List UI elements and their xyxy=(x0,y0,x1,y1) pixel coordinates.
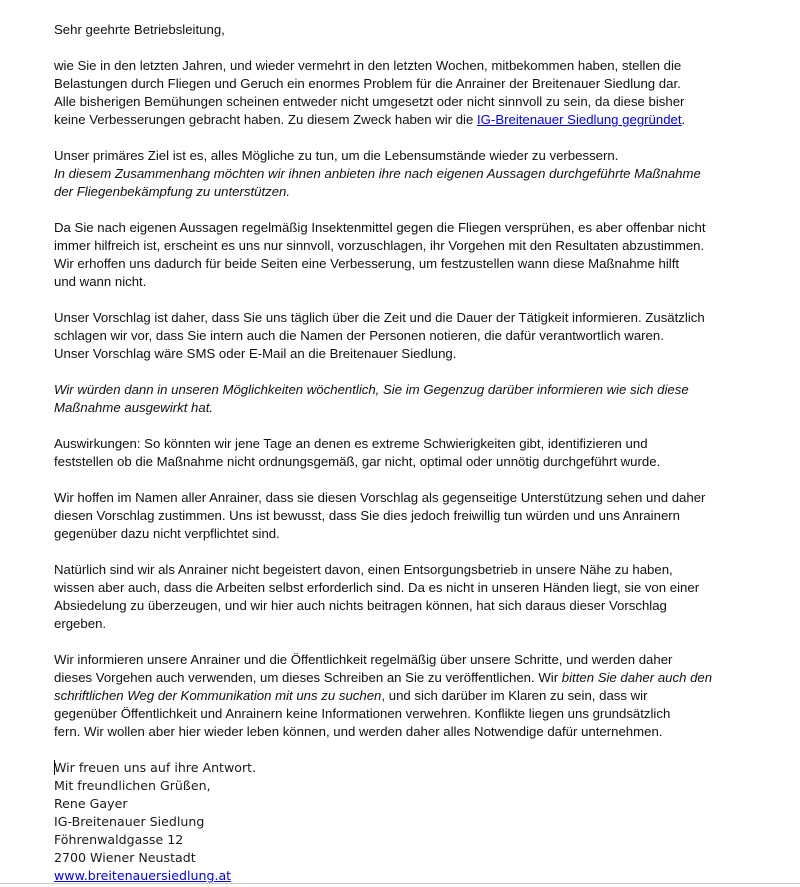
blank-line xyxy=(54,363,754,381)
signature-block xyxy=(54,759,754,885)
paragraph-line xyxy=(54,687,754,705)
paragraph-line: gegenüber dazu nicht verpflichtet sind. xyxy=(54,526,280,541)
paragraph-goal xyxy=(54,147,754,201)
paragraph-line: Auswirkungen: So könnten wir jene Tage an denen es extreme Schwierigkeiten gibt, identifizieren und xyxy=(54,436,648,451)
paragraph-line-italic: In diesem Zusammenhang möchten wir ihnen anbieten ihre nach eigenen Aussagen durchgeführte Maßnahme xyxy=(54,166,701,181)
letter-body xyxy=(54,21,754,885)
paragraph-public-info xyxy=(54,651,754,741)
paragraph-insecticide xyxy=(54,219,754,291)
closing-text: Wir freuen uns auf ihre Antwort. xyxy=(54,760,257,775)
greeting-line: Mit freundlichen Grüßen, xyxy=(54,778,211,793)
sender-organization: IG-Breitenauer Siedlung xyxy=(54,814,205,829)
blank-line xyxy=(54,633,754,651)
paragraph-line: Natürlich sind wir als Anrainer nicht begeistert davon, einen Entsorgungsbetrieb in unsere Nähe zu haben, xyxy=(54,562,673,577)
paragraph-line: Wir erhoffen uns dadurch für beide Seiten eine Verbesserung, um festzustellen wann diese Maßnahme hilft xyxy=(54,256,680,271)
paragraph-line: gegenüber Öffentlichkeit und Anrainern keine Informationen verwehren. Konflikte liegen uns grundsätzlich xyxy=(54,706,671,721)
blank-line xyxy=(54,201,754,219)
closing-line xyxy=(54,759,754,777)
paragraph-line xyxy=(54,111,754,129)
paragraph-line: und wann nicht. xyxy=(54,274,147,289)
paragraph-hope xyxy=(54,489,754,543)
blank-line xyxy=(54,417,754,435)
paragraph-line-italic: Maßnahme ausgewirkt hat. xyxy=(54,400,214,415)
text-segment: keine Verbesserungen gebracht haben. Zu diesem Zweck haben wir die xyxy=(54,112,477,127)
paragraph-proposal xyxy=(54,309,754,363)
blank-line xyxy=(54,129,754,147)
paragraph-intro xyxy=(54,57,754,129)
sender-street: Föhrenwaldgasse 12 xyxy=(54,832,184,847)
paragraph-line: Belastungen durch Fliegen und Geruch ein enormes Problem für die Anrainer der Breitenauer Siedlung dar. xyxy=(54,76,681,91)
blank-line xyxy=(54,39,754,57)
paragraph-line: immer hilfreich ist, erscheint es uns nur sinnvoll, vorzuschlagen, ihr Vorgehen mit den Resultaten abzustimmen. xyxy=(54,238,705,253)
paragraph-line: ergeben. xyxy=(54,616,107,631)
paragraph-line: Unser Vorschlag wäre SMS oder E-Mail an die Breitenauer Siedlung. xyxy=(54,346,457,361)
paragraph-line: schlagen wir vor, dass Sie intern auch die Namen der Personen notieren, die dafür verantwortlich waren. xyxy=(54,328,664,343)
paragraph-line: Absiedelung zu überzeugen, und wir hier auch nichts beitragen können, hat sich daraus dieser Vorschlag xyxy=(54,598,667,613)
blank-line xyxy=(54,741,754,759)
text-segment-italic: schriftlichen Weg der Kommunikation mit uns zu suchen xyxy=(54,688,382,703)
blank-line xyxy=(54,543,754,561)
paragraph-line: diesen Vorschlag zustimmen. Uns ist bewusst, dass Sie dies jedoch freiwillig tun würden und uns Anrainern xyxy=(54,508,680,523)
paragraph-weekly-info xyxy=(54,381,754,417)
paragraph-line: Wir informieren unsere Anrainer und die Öffentlichkeit regelmäßig über unsere Schritte, und werden daher xyxy=(54,652,673,667)
ig-founding-link[interactable]: IG-Breitenauer Siedlung gegründet xyxy=(477,112,682,127)
text-segment: , und sich darüber im Klaren zu sein, dass wir xyxy=(381,688,648,703)
paragraph-line: Da Sie nach eigenen Aussagen regelmäßig Insektenmittel gegen die Fliegen versprühen, es aber offenbar nicht xyxy=(54,220,706,235)
paragraph-effects xyxy=(54,435,754,471)
blank-line xyxy=(54,471,754,489)
salutation: Sehr geehrte Betriebsleitung, xyxy=(54,22,225,37)
paragraph-line: Alle bisherigen Bemühungen scheinen entweder nicht umgesetzt oder nicht sinnvoll zu sein, da diese bisher xyxy=(54,94,685,109)
paragraph-line: feststellen ob die Maßnahme nicht ordnungsgemäß, gar nicht, optimal oder unnötig durchgeführt wurde. xyxy=(54,454,661,469)
paragraph-disposal-company xyxy=(54,561,754,633)
text-segment: dieses Vorgehen auch verwenden, um dieses Schreiben an Sie zu veröffentlichen. Wir xyxy=(54,670,562,685)
paragraph-line: Wir hoffen im Namen aller Anrainer, dass sie diesen Vorschlag als gegenseitige Unterstützung sehen und daher xyxy=(54,490,706,505)
website-link[interactable]: www.breitenauersiedlung.at xyxy=(54,868,232,883)
sender-city: 2700 Wiener Neustadt xyxy=(54,850,196,865)
text-segment-italic: bitten Sie daher auch den xyxy=(561,670,713,685)
sender-name: Rene Gayer xyxy=(54,796,128,811)
blank-line xyxy=(54,291,754,309)
paragraph-line-italic: der Fliegenbekämpfung zu unterstützen. xyxy=(54,184,291,199)
paragraph-line: wie Sie in den letzten Jahren, und wieder vermehrt in den letzten Wochen, mitbekommen haben, stellen die xyxy=(54,58,682,73)
text-segment: . xyxy=(681,112,686,127)
paragraph-line: Unser primäres Ziel ist es, alles Mögliche zu tun, um die Lebensumstände wieder zu verbessern. xyxy=(54,148,619,163)
paragraph-line xyxy=(54,669,754,687)
paragraph-line: fern. Wir wollen aber hier wieder leben können, und werden daher alles Notwendige dafür unternehmen. xyxy=(54,724,663,739)
paragraph-line: Unser Vorschlag ist daher, dass Sie uns täglich über die Zeit und die Dauer der Tätigkeit informieren. Zusätzlich xyxy=(54,310,705,325)
paragraph-line-italic: Wir würden dann in unseren Möglichkeiten wöchentlich, Sie im Gegenzug darüber informieren wie sich diese xyxy=(54,382,689,397)
paragraph-line: wissen aber auch, dass die Arbeiten selbst erforderlich sind. Da es nicht in unseren Händen liegt, sie von einer xyxy=(54,580,700,595)
website-line xyxy=(54,867,754,885)
